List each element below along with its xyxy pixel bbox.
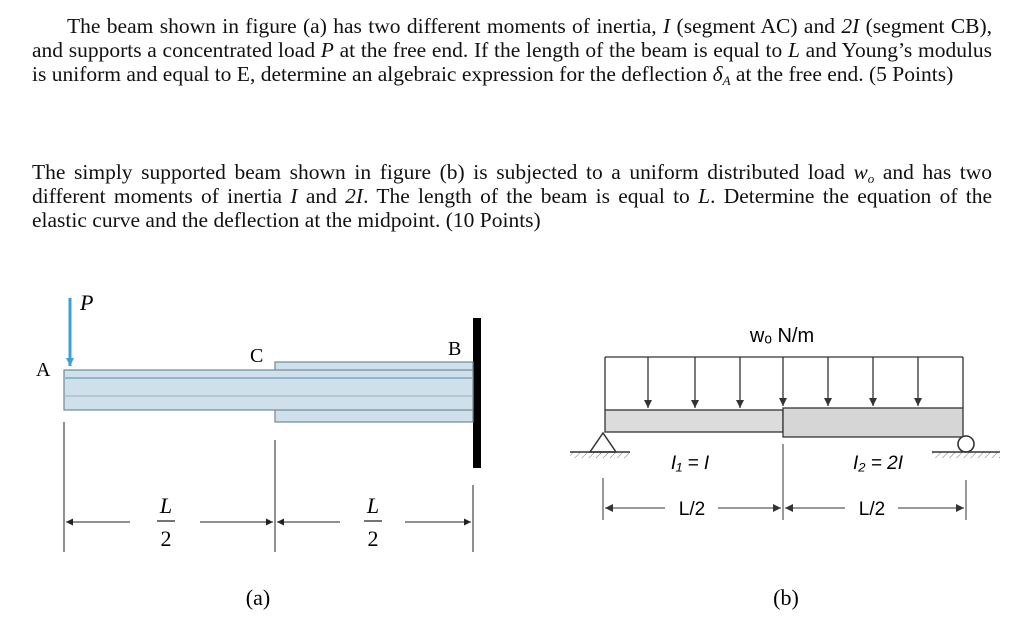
dim-1-numerator: L bbox=[159, 493, 173, 518]
figure-b bbox=[570, 325, 1000, 610]
pin-support-left bbox=[590, 433, 616, 452]
beam-segment-i1 bbox=[605, 410, 783, 432]
dim-1-denominator: 2 bbox=[160, 526, 172, 551]
p2-symbol-I: I bbox=[290, 184, 298, 208]
figure-a bbox=[36, 290, 481, 610]
p1-text-6: at the free end. (5 Points) bbox=[735, 62, 954, 86]
p1-text-1: The beam shown in figure (a) has two different moments of inertia, bbox=[67, 14, 657, 38]
p1-symbol-2I: 2I bbox=[841, 14, 860, 38]
label-b: B bbox=[448, 338, 462, 360]
p1-symbol-P: P bbox=[320, 38, 334, 62]
p1-delta: δ bbox=[712, 62, 723, 86]
p2-text-3: and bbox=[305, 184, 337, 208]
p1-text-5: and Young’s modulus is uniform and equal to E, determine an algebraic expression for the deflection bbox=[32, 38, 993, 86]
p1-symbol-I: I bbox=[663, 14, 671, 38]
caption-a: (a) bbox=[245, 585, 271, 610]
beam-segment-i2 bbox=[783, 408, 963, 437]
dim-2-denominator: 2 bbox=[367, 526, 379, 551]
ground-hatch-right bbox=[932, 452, 1000, 458]
p2-symbol-L: L bbox=[698, 184, 711, 208]
p1-text-4: at the free end. If the length of the beam is equal to bbox=[339, 38, 783, 62]
caption-b: (b) bbox=[773, 585, 799, 610]
p2-text-2: and has two different moments of inertia bbox=[32, 160, 993, 208]
dim-b1-label: L/2 bbox=[678, 499, 706, 520]
p2-text-1: The simply supported beam shown in figure (b) is subjected to a uniform distributed load bbox=[32, 160, 845, 184]
label-c: C bbox=[250, 345, 264, 367]
p2-w: w bbox=[853, 160, 868, 184]
beam-segment-ac bbox=[64, 370, 473, 410]
p2-symbol-2I: 2I bbox=[345, 184, 364, 208]
p2-text-4: . The length of the beam is equal to bbox=[363, 184, 690, 208]
ground-hatch-left bbox=[570, 452, 630, 458]
p1-delta-sub: A bbox=[722, 73, 731, 88]
dim-2-numerator: L bbox=[366, 493, 380, 518]
roller-support-right bbox=[958, 436, 974, 452]
p1-symbol-L: L bbox=[787, 38, 800, 62]
p1-text-2: (segment AC) and bbox=[676, 14, 835, 38]
label-i2: I₂ = 2I bbox=[852, 453, 904, 474]
load-label-w0: wₒ N/m bbox=[749, 325, 815, 347]
label-p: P bbox=[80, 290, 94, 315]
label-i1: I₁ = I bbox=[670, 453, 710, 474]
p2-text-5: . Determine the equation of the elastic curve and the deflection at the midpoint. (10 Points) bbox=[32, 184, 993, 232]
fixed-wall bbox=[473, 318, 481, 468]
dim-b2-label: L/2 bbox=[858, 499, 886, 520]
p2-w-sub: o bbox=[867, 171, 875, 186]
p1-text-3: (segment CB), and supports a concentrated load bbox=[32, 14, 993, 62]
label-a: A bbox=[36, 359, 51, 381]
